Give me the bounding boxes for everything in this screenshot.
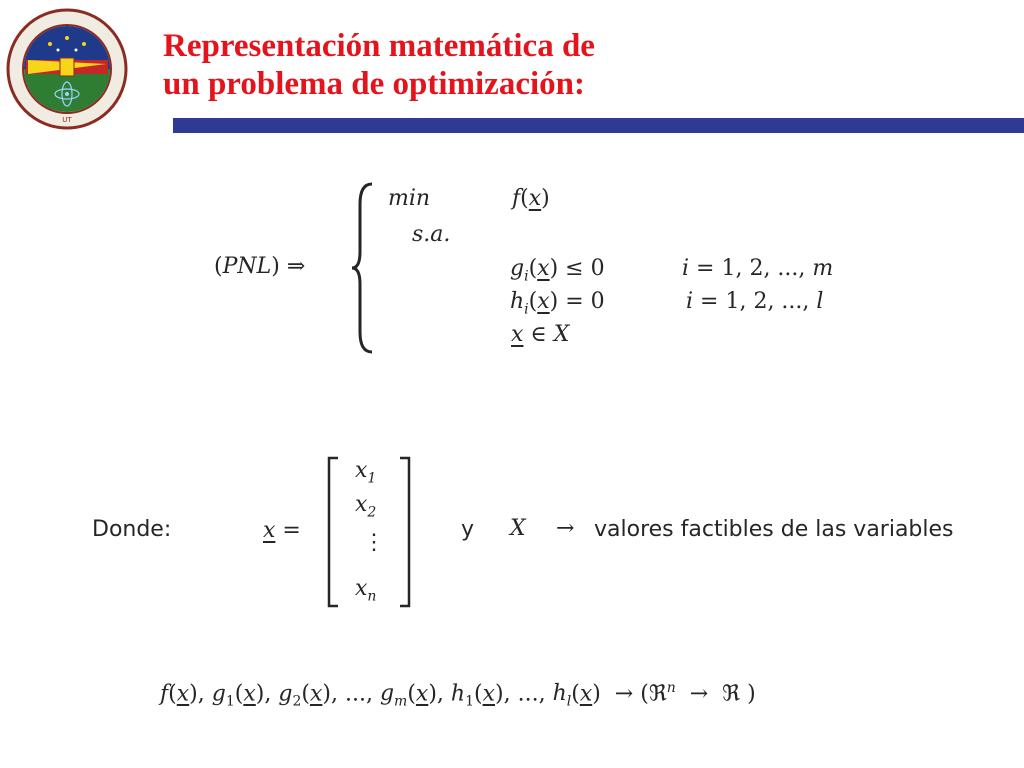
objective-function: f(x) xyxy=(512,186,550,211)
slide-title xyxy=(163,27,595,103)
svg-text:UT: UT xyxy=(62,116,72,124)
title-underline-bar xyxy=(173,118,1024,133)
feasible-set-X: X xyxy=(510,516,526,541)
constraint-h-index: i = 1, 2, ..., l xyxy=(686,289,824,314)
pnl-label: (PNL) ⇒ xyxy=(214,254,306,279)
vector-entry-vdots: ⋮ xyxy=(363,530,385,555)
university-seal-logo xyxy=(6,8,128,130)
conjunction-y: y xyxy=(461,517,475,542)
functions-mapping: f(x), $g_1(x)$, $g_2(x)$, ..., $g_m(x)$, $h_1(x)$, ..., $h_l(x)$ → (ℜ$^n$ → ℜ ) xyxy=(160,680,756,710)
constraint-x-in-X: x ∈ X xyxy=(511,322,570,347)
title-line-2: un problema de optimización: xyxy=(163,66,585,102)
vector-lhs: x = xyxy=(263,518,301,543)
arrow: → xyxy=(556,516,575,541)
feasible-values-description: valores factibles de las variables xyxy=(594,517,954,542)
vector-entry-x2: $x_2$ xyxy=(355,492,377,521)
vector-entry-xn: $x_n$ xyxy=(355,576,377,605)
left-brace xyxy=(350,182,378,354)
constraint-g: $g_i(x) \le 0$ xyxy=(510,256,605,285)
title-line-1: Representación matemática de xyxy=(163,28,595,64)
donde-label: Donde: xyxy=(92,517,172,542)
constraint-g-index: i = 1, 2, ..., m xyxy=(682,256,834,281)
subject-to: s.a. xyxy=(412,222,451,247)
min-keyword: min xyxy=(388,186,431,211)
vector-entry-x1: $x_1$ xyxy=(355,458,377,487)
constraint-h: $h_i(x) = 0$ xyxy=(510,289,605,318)
